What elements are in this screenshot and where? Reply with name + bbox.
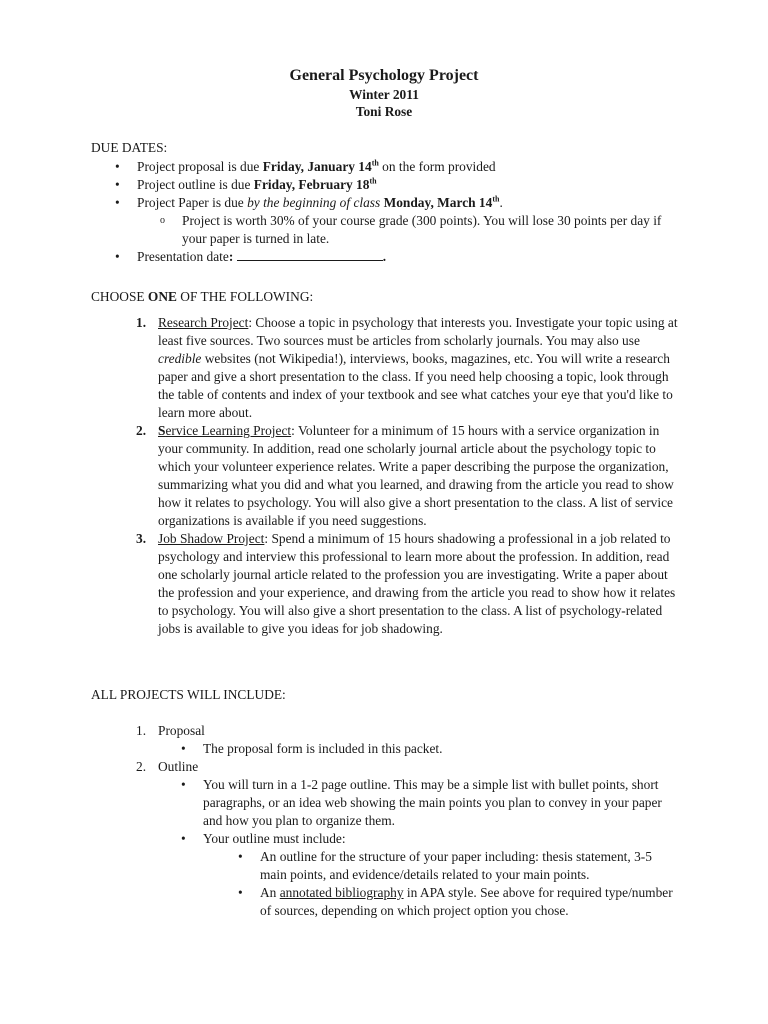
proposal-bullets bbox=[203, 740, 678, 758]
option-research: 1. Research Project: Choose a topic in psychology that interests you. Investigate your topic using at least five sources. Two sources must be articles from scholarly journals. You may also use credible websites (not Wikipedia!), interviews, books, magazines, etc. You will write a research paper and give a short presentation to the class. If you need help choosing a topic, look through the table of contents and index of your textbook and see what catches your eye that you'd like to learn more about. bbox=[136, 315, 678, 420]
proposal-bullet: • The proposal form is included in this packet. bbox=[203, 740, 678, 758]
choose-heading: CHOOSE ONE OF THE FOLLOWING: bbox=[91, 289, 314, 304]
option-job-shadow-title: Job Shadow Project bbox=[158, 531, 265, 546]
include-heading: ALL PROJECTS WILL INCLUDE: bbox=[91, 687, 286, 702]
outline-bullet-must-include: • Your outline must include: • An outline for the structure of your paper including: thesis statement, 3-5 main points, and evidence/details related to your main points. • An annotated bibliography in APA style. See above for required type/number of sources, depending on which project option you chose. bbox=[203, 830, 678, 920]
project-options bbox=[136, 314, 678, 638]
document-title: General Psychology Project bbox=[289, 67, 479, 84]
option-job-shadow: 3. Job Shadow Project: Spend a minimum of 15 hours shadowing a professional in a job related to psychology and interview this professional to learn more about the profession. In addition, read one scholarly journal article related to the profession you are investigating. Write a paper about the profession and your experience, and drawing from the article you read to show how it relates to psychology. You will also give a short presentation to the class. A list of psychology-related jobs is available to give you ideas for job shadowing. bbox=[136, 531, 676, 636]
include-outline: 2. Outline • You will turn in a 1-2 page outline. This may be a simple list with bullet points, short paragraphs, or an idea web showing the main points you plan to convey in your paper and how you plan to organize them. • Your outline must include: • An outline for the structure of your paper including: thesis statement, 3-5 main points, and evidence/details related to your main points. • An annotated bibliography in APA style. See above for required type/number of sources, depending on which project option you chose. bbox=[158, 758, 678, 920]
due-presentation-item: • Presentation date: . bbox=[137, 248, 677, 266]
due-dates-list bbox=[137, 158, 677, 266]
document-author: Toni Rose bbox=[355, 104, 413, 119]
due-dates-heading: DUE DATES: bbox=[91, 140, 168, 155]
outline-bullets bbox=[203, 776, 678, 920]
option-service-title: Service Learning Project bbox=[158, 423, 292, 438]
option-research-title: Research Project bbox=[158, 315, 249, 330]
include-list bbox=[136, 722, 678, 920]
due-proposal-item: • Project proposal is due Friday, January 14th on the form provided bbox=[137, 158, 677, 176]
paper-worth-note: o Project is worth 30% of your course grade (300 points). You will lose 30 points per day if your paper is turned in late. bbox=[182, 212, 672, 248]
presentation-date-blank[interactable] bbox=[237, 248, 383, 261]
outline-bullet-length: • You will turn in a 1-2 page outline. This may be a simple list with bullet points, short paragraphs, or an idea web showing the main points you plan to convey in your paper and how you plan to organize them. bbox=[203, 776, 678, 830]
requirement-bibliography: • An annotated bibliography in APA style. See above for required type/number of sources, depending on which project option you chose. bbox=[260, 884, 680, 920]
due-outline-item: • Project outline is due Friday, February 18th bbox=[137, 176, 677, 194]
paper-subitems bbox=[182, 212, 672, 248]
due-paper-item: • Project Paper is due by the beginning of class Monday, March 14th. o Project is worth 30% of your course grade (300 points). You will lose 30 points per day if your paper is turned in late. bbox=[137, 194, 677, 248]
document-header bbox=[0, 66, 768, 120]
option-service-learning: 2. Service Learning Project: Volunteer for a minimum of 15 hours with a service organization in your community. In addition, read one scholarly journal article about the psychology topic to which your volunteer experience relates. Write a paper describing the purpose the organization, summarizing what you did and what you learned, and drawing from the article you read to show how it relates to psychology. You will also give a short presentation to the class. A list of service organizations is available if you need suggestions. bbox=[136, 423, 674, 528]
outline-requirements bbox=[260, 848, 680, 920]
requirement-structure: • An outline for the structure of your paper including: thesis statement, 3-5 main points, and evidence/details related to your main points. bbox=[260, 848, 680, 884]
document-term: Winter 2011 bbox=[349, 87, 419, 102]
include-proposal: 1. Proposal • The proposal form is included in this packet. bbox=[158, 722, 678, 758]
